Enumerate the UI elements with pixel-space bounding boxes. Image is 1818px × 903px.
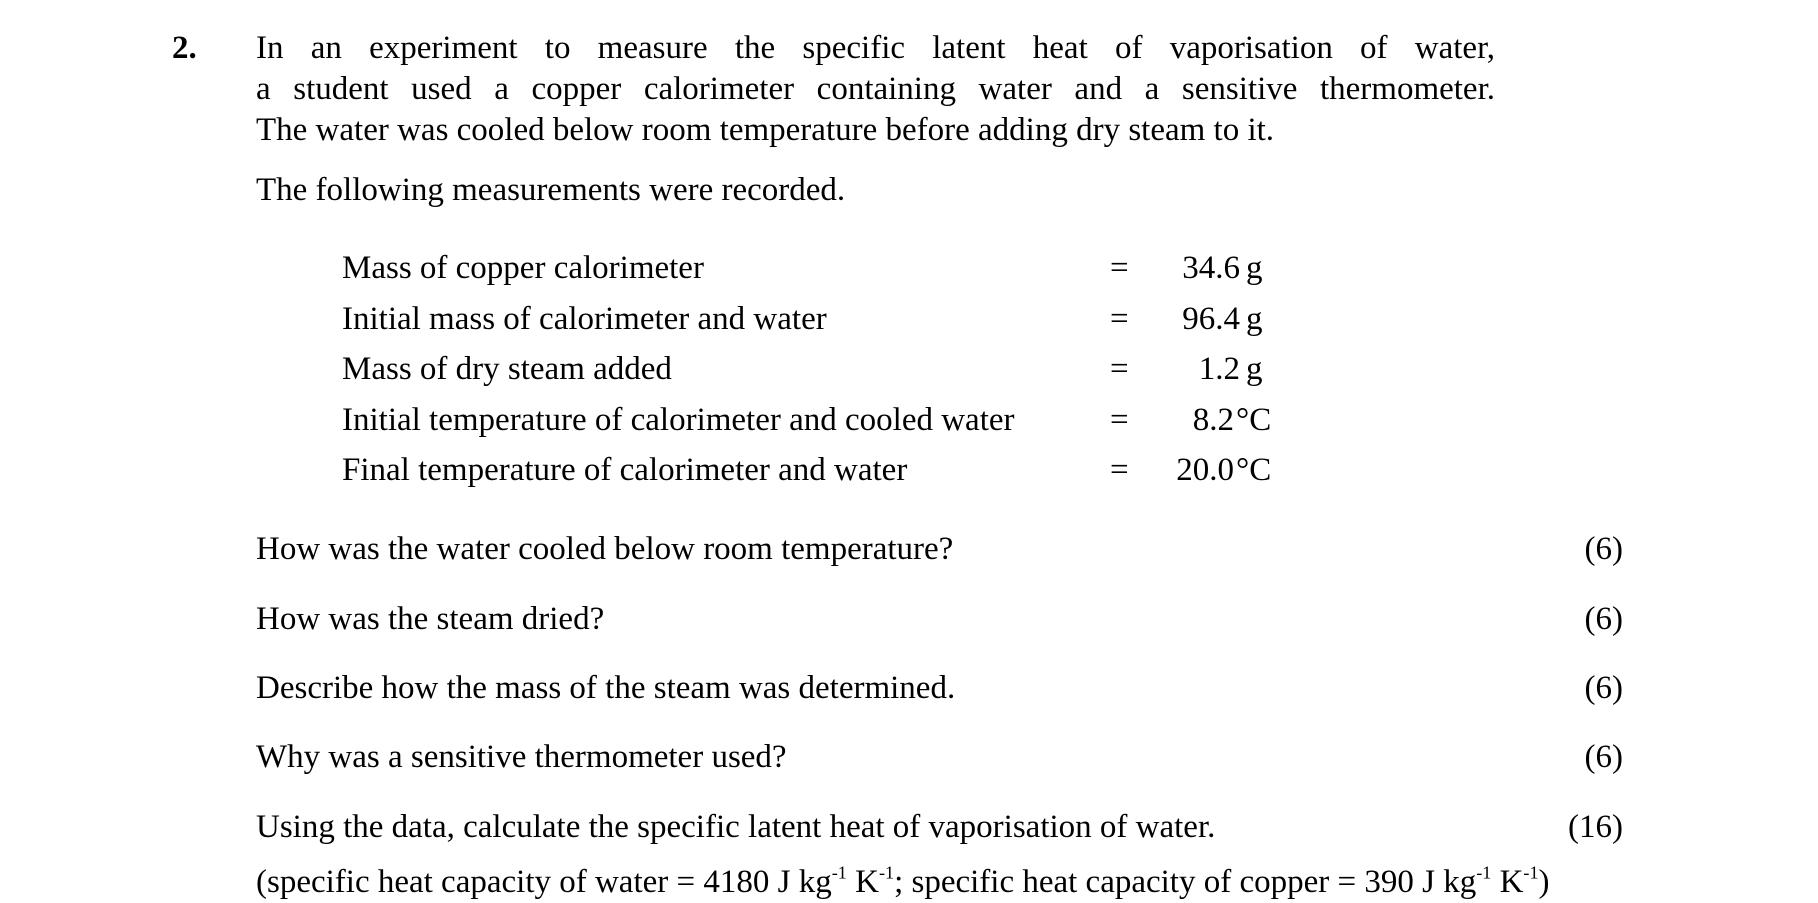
part-text: Describe how the mass of the steam was determined.: [256, 670, 956, 706]
measurements-lead-in: The following measurements were recorded.: [256, 172, 846, 208]
question-part: [256, 531, 1623, 571]
question-part: [256, 739, 1623, 779]
intro-line: The water was cooled below room temperature before adding dry steam to it.: [256, 112, 1275, 148]
value-number: 34.6: [1182, 250, 1240, 286]
value-unit: g: [1246, 301, 1263, 337]
measurement-label: Mass of copper calorimeter: [342, 250, 704, 286]
measurement-label: Mass of dry steam added: [342, 351, 672, 387]
equals-sign: =: [1110, 452, 1129, 488]
exponent: -1: [878, 862, 895, 883]
given-text: K: [846, 864, 879, 900]
measurement-label: Initial mass of calorimeter and water: [342, 301, 827, 337]
measurement-label: Final temperature of calorimeter and water: [342, 452, 908, 488]
given-text: ): [1538, 864, 1550, 900]
measurement-row: [342, 402, 1282, 442]
equals-sign: =: [1110, 351, 1129, 387]
exponent: -1: [1523, 862, 1539, 883]
measurement-row: [342, 452, 1282, 492]
question-number: 2.: [172, 30, 197, 66]
given-text: ; specific heat capacity of copper = 390 J kg: [894, 864, 1477, 900]
exponent: -1: [1476, 862, 1492, 883]
measurement-row: [342, 351, 1282, 391]
measurement-label: Initial temperature of calorimeter and cooled water: [342, 402, 1015, 438]
question-part: [256, 809, 1623, 849]
given-constants: [256, 862, 1550, 900]
part-marks: (6): [1584, 739, 1623, 775]
measurement-value: [1172, 250, 1282, 287]
measurement-value: [1172, 301, 1282, 338]
intro-line: a student used a copper calorimeter containing water and a sensitive thermometer.: [256, 71, 1495, 107]
equals-sign: =: [1110, 250, 1129, 286]
question-intro: [256, 32, 1495, 155]
value-unit: g: [1246, 351, 1263, 387]
part-marks: (16): [1568, 809, 1623, 845]
measurement-value: [1172, 452, 1282, 489]
value-number: 20.0: [1176, 452, 1234, 488]
exponent: -1: [831, 862, 847, 883]
value-unit: °C: [1236, 402, 1272, 438]
measurement-row: [342, 250, 1282, 290]
equals-sign: =: [1110, 301, 1129, 337]
part-text: How was the steam dried?: [256, 601, 605, 637]
part-marks: (6): [1584, 531, 1623, 567]
given-text: K: [1491, 864, 1524, 900]
value-number: 1.2: [1198, 351, 1240, 387]
part-text: Using the data, calculate the specific latent heat of vaporisation of water.: [256, 809, 1216, 845]
measurement-row: [342, 301, 1282, 341]
value-unit: g: [1246, 250, 1263, 286]
measurement-value: [1172, 402, 1282, 439]
intro-line: In an experiment to measure the specific latent heat of vaporisation of water,: [256, 30, 1495, 66]
question-part: [256, 601, 1623, 641]
given-text: (specific heat capacity of water = 4180 J kg: [256, 864, 832, 900]
question-part: [256, 670, 1623, 710]
part-text: How was the water cooled below room temperature?: [256, 531, 954, 567]
measurement-value: [1172, 351, 1282, 388]
value-unit: °C: [1236, 452, 1272, 488]
part-marks: (6): [1584, 601, 1623, 637]
value-number: 8.2: [1192, 402, 1234, 438]
part-text: Why was a sensitive thermometer used?: [256, 739, 787, 775]
value-number: 96.4: [1182, 301, 1240, 337]
equals-sign: =: [1110, 402, 1129, 438]
part-marks: (6): [1584, 670, 1623, 706]
